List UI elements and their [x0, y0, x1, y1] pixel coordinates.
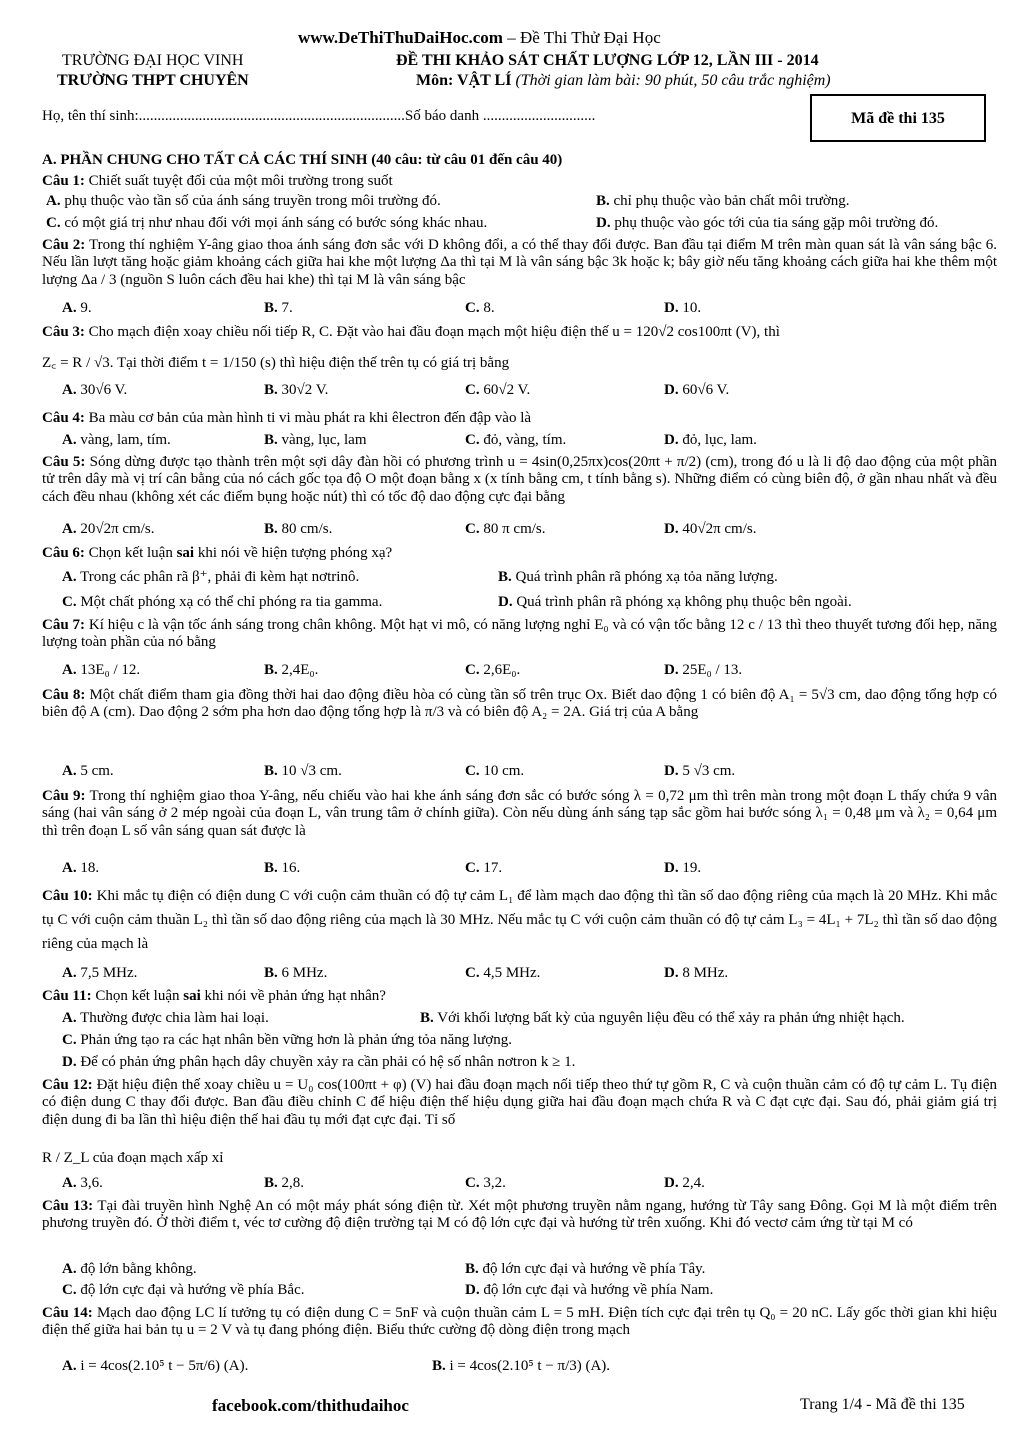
- q11-option-d[interactable]: D. Để có phản ứng phân hạch dây chuyền xảy ra cần phải có hệ số nhân nơtron k ≥ 1.: [62, 1054, 576, 1070]
- q3-option-a[interactable]: A. 30√6 V.: [62, 382, 128, 398]
- q4-option-b[interactable]: B. vàng, lục, lam: [264, 432, 367, 448]
- q5-option-b[interactable]: B. 80 cm/s.: [264, 521, 333, 537]
- subject-line: [416, 72, 831, 90]
- q9-option-a[interactable]: A. 18.: [62, 860, 100, 876]
- q3-option-c[interactable]: C. 60√2 V.: [465, 382, 531, 398]
- question-2: Câu 2: Trong thí nghiệm Y-âng giao thoa ánh sáng đơn sắc với D không đổi, a có thể thay đổi được. Ban đầu tại điểm M trên màn quan sát là vân sáng bậc 6. Nếu lần lượt tăng hoặc giảm khoảng cách giữa hai khe một lượng Δa thì tại M là vân sáng bậc 3k hoặc k; bây giờ nếu tăng khoảng cách giữa hai khe thêm một lượng Δa / 3 (nguồn S luôn cách đều hai khe) thì tại M là vân sáng bậc: [42, 237, 998, 288]
- q8-option-b[interactable]: B. 10 √3 cm.: [264, 763, 342, 779]
- question-9: Câu 9: Trong thí nghiệm giao thoa Y-âng, nếu chiếu vào hai khe ánh sáng đơn sắc có bước sóng λ = 0,72 μm thì trên màn trong một đoạn L thấy chứa 9 vân sáng (hai vân sáng ở 2 mép ngoài của đoạn L, vân trung tâm ở chính giữa). Còn nếu dùng ánh sáng tạp sắc gồm hai bước sóng λ₁ = 0,48 μm và λ₂ = 0,64 μm thì trên đoạn L số vân sáng quan sát được là: [42, 788, 997, 839]
- candidate-name-line: Họ, tên thí sinh:.......................................................................Số báo danh ..............................: [42, 108, 596, 124]
- subject-label: Môn: VẬT LÍ: [416, 72, 512, 89]
- q6-option-c[interactable]: C. Một chất phóng xạ có thể chỉ phóng ra tia gamma.: [62, 594, 383, 610]
- q1-option-a[interactable]: A. phụ thuộc vào tần số của ánh sáng truyền trong môi trường đó.: [46, 193, 441, 209]
- q10-option-a[interactable]: A. 7,5 MHz.: [62, 965, 138, 981]
- question-8: Câu 8: Một chất điểm tham gia đồng thời hai dao động điều hòa có cùng tần số trên trục Ox. Biết dao động 1 có biên độ A₁ = 5√3 cm, dao động tổng hợp có biên độ A (cm). Dao động 2 sớm pha hơn dao động tổng hợp là π/3 và có biên độ A₂ = 2A. Giá trị của A bằng: [42, 687, 997, 721]
- q13-option-d[interactable]: D. độ lớn cực đại và hướng về phía Nam.: [465, 1282, 714, 1298]
- q14-option-b[interactable]: B. i = 4cos(2.10⁵ t − π/3) (A).: [432, 1358, 611, 1374]
- q13-option-c[interactable]: C. độ lớn cực đại và hướng về phía Bắc.: [62, 1282, 305, 1298]
- q5-option-a[interactable]: A. 20√2π cm/s.: [62, 521, 155, 537]
- question-14: Câu 14: Mạch dao động LC lí tưởng tụ có điện dung C = 5nF và cuộn thuần cảm L = 5 mH. Điện tích cực đại trên tụ Q₀ = 20 nC. Lấy gốc thời gian khi hiệu điện thế giữa hai bản tụ u = 2 V và tụ đang phóng điện. Biểu thức cường độ dòng điện trong mạch: [42, 1305, 998, 1339]
- q1-option-d[interactable]: D. phụ thuộc vào góc tới của tia sáng gặp môi trường đó.: [596, 215, 939, 231]
- q13-option-b[interactable]: B. độ lớn cực đại và hướng về phía Tây.: [465, 1261, 706, 1277]
- subject-note: (Thời gian làm bài: 90 phút, 50 câu trắc nghiệm): [515, 72, 831, 89]
- question-11: Câu 11: Chọn kết luận sai khi nói về phản ứng hạt nhân?: [42, 988, 386, 1004]
- section-title: A. PHẦN CHUNG CHO TẤT CẢ CÁC THÍ SINH (40 câu: từ câu 01 đến câu 40): [42, 152, 563, 168]
- q10-option-b[interactable]: B. 6 MHz.: [264, 965, 328, 981]
- q5-option-d[interactable]: D. 40√2π cm/s.: [664, 521, 757, 537]
- q9-option-b[interactable]: B. 16.: [264, 860, 301, 876]
- site-suffix: – Đề Thi Thử Đại Học: [502, 28, 661, 47]
- question-12-line2: R / Z_L của đoạn mạch xấp xỉ: [42, 1150, 224, 1166]
- question-13: Câu 13: Tại đài truyền hình Nghệ An có một máy phát sóng điện từ. Xét một phương truyền nằm ngang, hướng từ Tây sang Đông. Gọi M là một điểm trên phương truyền đó. Ở thời điểm t, véc tơ cường độ điện trường tại M có độ lớn cực đại và hướng từ trên xuống. Khi đó vectơ cảm ứng từ tại M có: [42, 1198, 997, 1232]
- question-1: Câu 1: Chiết suất tuyệt đối của một môi trường trong suốt: [42, 173, 393, 189]
- facebook-link[interactable]: facebook.com/thithudaihoc: [212, 1396, 409, 1415]
- q10-option-c[interactable]: C. 4,5 MHz.: [465, 965, 541, 981]
- q11-option-b[interactable]: B. Với khối lượng bất kỳ của nguyên liệu đều có thể xảy ra phản ứng nhiệt hạch.: [420, 1010, 905, 1026]
- exam-title: ĐỀ THI KHẢO SÁT CHẤT LƯỢNG LỚP 12, LẦN III - 2014: [396, 52, 819, 69]
- school-name-1: TRƯỜNG ĐẠI HỌC VINH: [62, 52, 244, 69]
- q13-option-a[interactable]: A. độ lớn bằng không.: [62, 1261, 197, 1277]
- q4-option-d[interactable]: D. đỏ, lục, lam.: [664, 432, 757, 448]
- q7-option-c[interactable]: C. 2,6E₀.: [465, 662, 521, 678]
- exam-code-box: [810, 94, 986, 142]
- q5-option-c[interactable]: C. 80 π cm/s.: [465, 521, 546, 537]
- q9-option-d[interactable]: D. 19.: [664, 860, 702, 876]
- q4-option-c[interactable]: C. đỏ, vàng, tím.: [465, 432, 567, 448]
- q1-option-b[interactable]: B. chỉ phụ thuộc vào bản chất môi trường.: [596, 193, 850, 209]
- q2-option-c[interactable]: C. 8.: [465, 300, 495, 316]
- q2-option-a[interactable]: A. 9.: [62, 300, 92, 316]
- q3-option-b[interactable]: B. 30√2 V.: [264, 382, 329, 398]
- q7-option-d[interactable]: D. 25E₀ / 13.: [664, 662, 743, 678]
- site-header: [298, 28, 661, 48]
- q12-option-a[interactable]: A. 3,6.: [62, 1175, 103, 1191]
- question-10: Câu 10: Khi mắc tụ điện có điện dung C với cuộn cảm thuần có độ tự cảm L₁ để làm mạch dao động thì tần số dao động riêng của mạch là 20 MHz. Khi mắc tụ C với cuộn cảm thuần L₂ thì tần số dao động riêng của mạch là 30 MHz. Nếu mắc tụ C với cuộn cảm thuần có độ tự cảm L₃ = 4L₁ + 7L₂ thì tần số dao động riêng của mạch là: [42, 888, 998, 952]
- school-name-2: TRƯỜNG THPT CHUYÊN: [57, 72, 249, 89]
- q7-option-b[interactable]: B. 2,4E₀.: [264, 662, 319, 678]
- q4-option-a[interactable]: A. vàng, lam, tím.: [62, 432, 171, 448]
- q11-option-a[interactable]: A. Thường được chia làm hai loại.: [62, 1010, 269, 1026]
- q6-option-b[interactable]: B. Quá trình phân rã phóng xạ tỏa năng lượng.: [498, 569, 778, 585]
- question-6: Câu 6: Chọn kết luận sai khi nói về hiện tượng phóng xạ?: [42, 545, 393, 561]
- q10-option-d[interactable]: D. 8 MHz.: [664, 965, 729, 981]
- site-url[interactable]: www.DeThiThuDaiHoc.com: [298, 28, 503, 47]
- q14-option-a[interactable]: A. i = 4cos(2.10⁵ t − 5π/6) (A).: [62, 1358, 249, 1374]
- q3-option-d[interactable]: D. 60√6 V.: [664, 382, 730, 398]
- q8-option-c[interactable]: C. 10 cm.: [465, 763, 525, 779]
- q12-option-d[interactable]: D. 2,4.: [664, 1175, 705, 1191]
- q8-option-a[interactable]: A. 5 cm.: [62, 763, 114, 779]
- q6-option-a[interactable]: A. Trong các phân rã β⁺, phải đi kèm hạt nơtrinô.: [62, 569, 360, 585]
- q9-option-c[interactable]: C. 17.: [465, 860, 503, 876]
- q11-option-c[interactable]: C. Phản ứng tạo ra các hạt nhân bền vững hơn là phản ứng tỏa năng lượng.: [62, 1032, 512, 1048]
- q7-option-a[interactable]: A. 13E₀ / 12.: [62, 662, 141, 678]
- q12-option-b[interactable]: B. 2,8.: [264, 1175, 305, 1191]
- page-number: Trang 1/4 - Mã đề thi 135: [800, 1396, 965, 1413]
- question-12: Câu 12: Đặt hiệu điện thế xoay chiều u = U₀ cos(100πt + φ) (V) hai đầu đoạn mạch nối tiếp theo thứ tự gồm R, C và cuộn thuần cảm có độ tự cảm L. Tụ điện có điện dung C thay đổi được. Ban đầu điều chỉnh C để hiệu điện thế hiệu dụng giữa hai đầu đoạn mạch chứa R và C đạt cực đại. Sau đó, phải giảm giá trị điện dung đi ba lần thì hiệu điện thế hai đầu tụ mới đạt cực đại. Tỉ số: [42, 1077, 997, 1128]
- q6-option-d[interactable]: D. Quá trình phân rã phóng xạ không phụ thuộc bên ngoài.: [498, 594, 852, 610]
- question-7: Câu 7: Kí hiệu c là vận tốc ánh sáng trong chân không. Một hạt vi mô, có năng lượng nghỉ E₀ và có vận tốc bằng 12 c / 13 thì theo thuyết tương đối hẹp, năng lượng toàn phần của nó bằng: [42, 617, 998, 651]
- exam-code: Mã đề thi 135: [851, 110, 945, 127]
- q12-option-c[interactable]: C. 3,2.: [465, 1175, 506, 1191]
- q2-option-d[interactable]: D. 10.: [664, 300, 702, 316]
- q8-option-d[interactable]: D. 5 √3 cm.: [664, 763, 736, 779]
- q1-option-c[interactable]: C. có một giá trị như nhau đối với mọi ánh sáng có bước sóng khác nhau.: [46, 215, 488, 231]
- q2-option-b[interactable]: B. 7.: [264, 300, 293, 316]
- question-3: Câu 3: Cho mạch điện xoay chiều nối tiếp R, C. Đặt vào hai đầu đoạn mạch một hiệu điện thế u = 120√2 cos100πt (V), thì: [42, 324, 780, 340]
- question-3-line2: Z꜀ = R / √3. Tại thời điểm t = 1/150 (s) thì hiệu điện thế trên tụ có giá trị bằng: [42, 355, 510, 371]
- question-4: Câu 4: Ba màu cơ bản của màn hình ti vi màu phát ra khi êlectron đến đập vào là: [42, 410, 532, 426]
- question-5: Câu 5: Sóng dừng được tạo thành trên một sợi dây đàn hồi có phương trình u = 4sin(0,25πx)cos(20πt + π/2) (cm), trong đó u là li độ dao động của một phần tử trên dây mà vị trí cân bằng của nó cách gốc tọa độ O một đoạn bằng x (x tính bằng cm, t tính bằng s). Những điểm có cùng biên độ, ở gần nhau nhất và đều cách đều nhau (không xét các điểm bụng hoặc nút) thì có tốc độ dao động cực đại bằng: [42, 454, 998, 505]
